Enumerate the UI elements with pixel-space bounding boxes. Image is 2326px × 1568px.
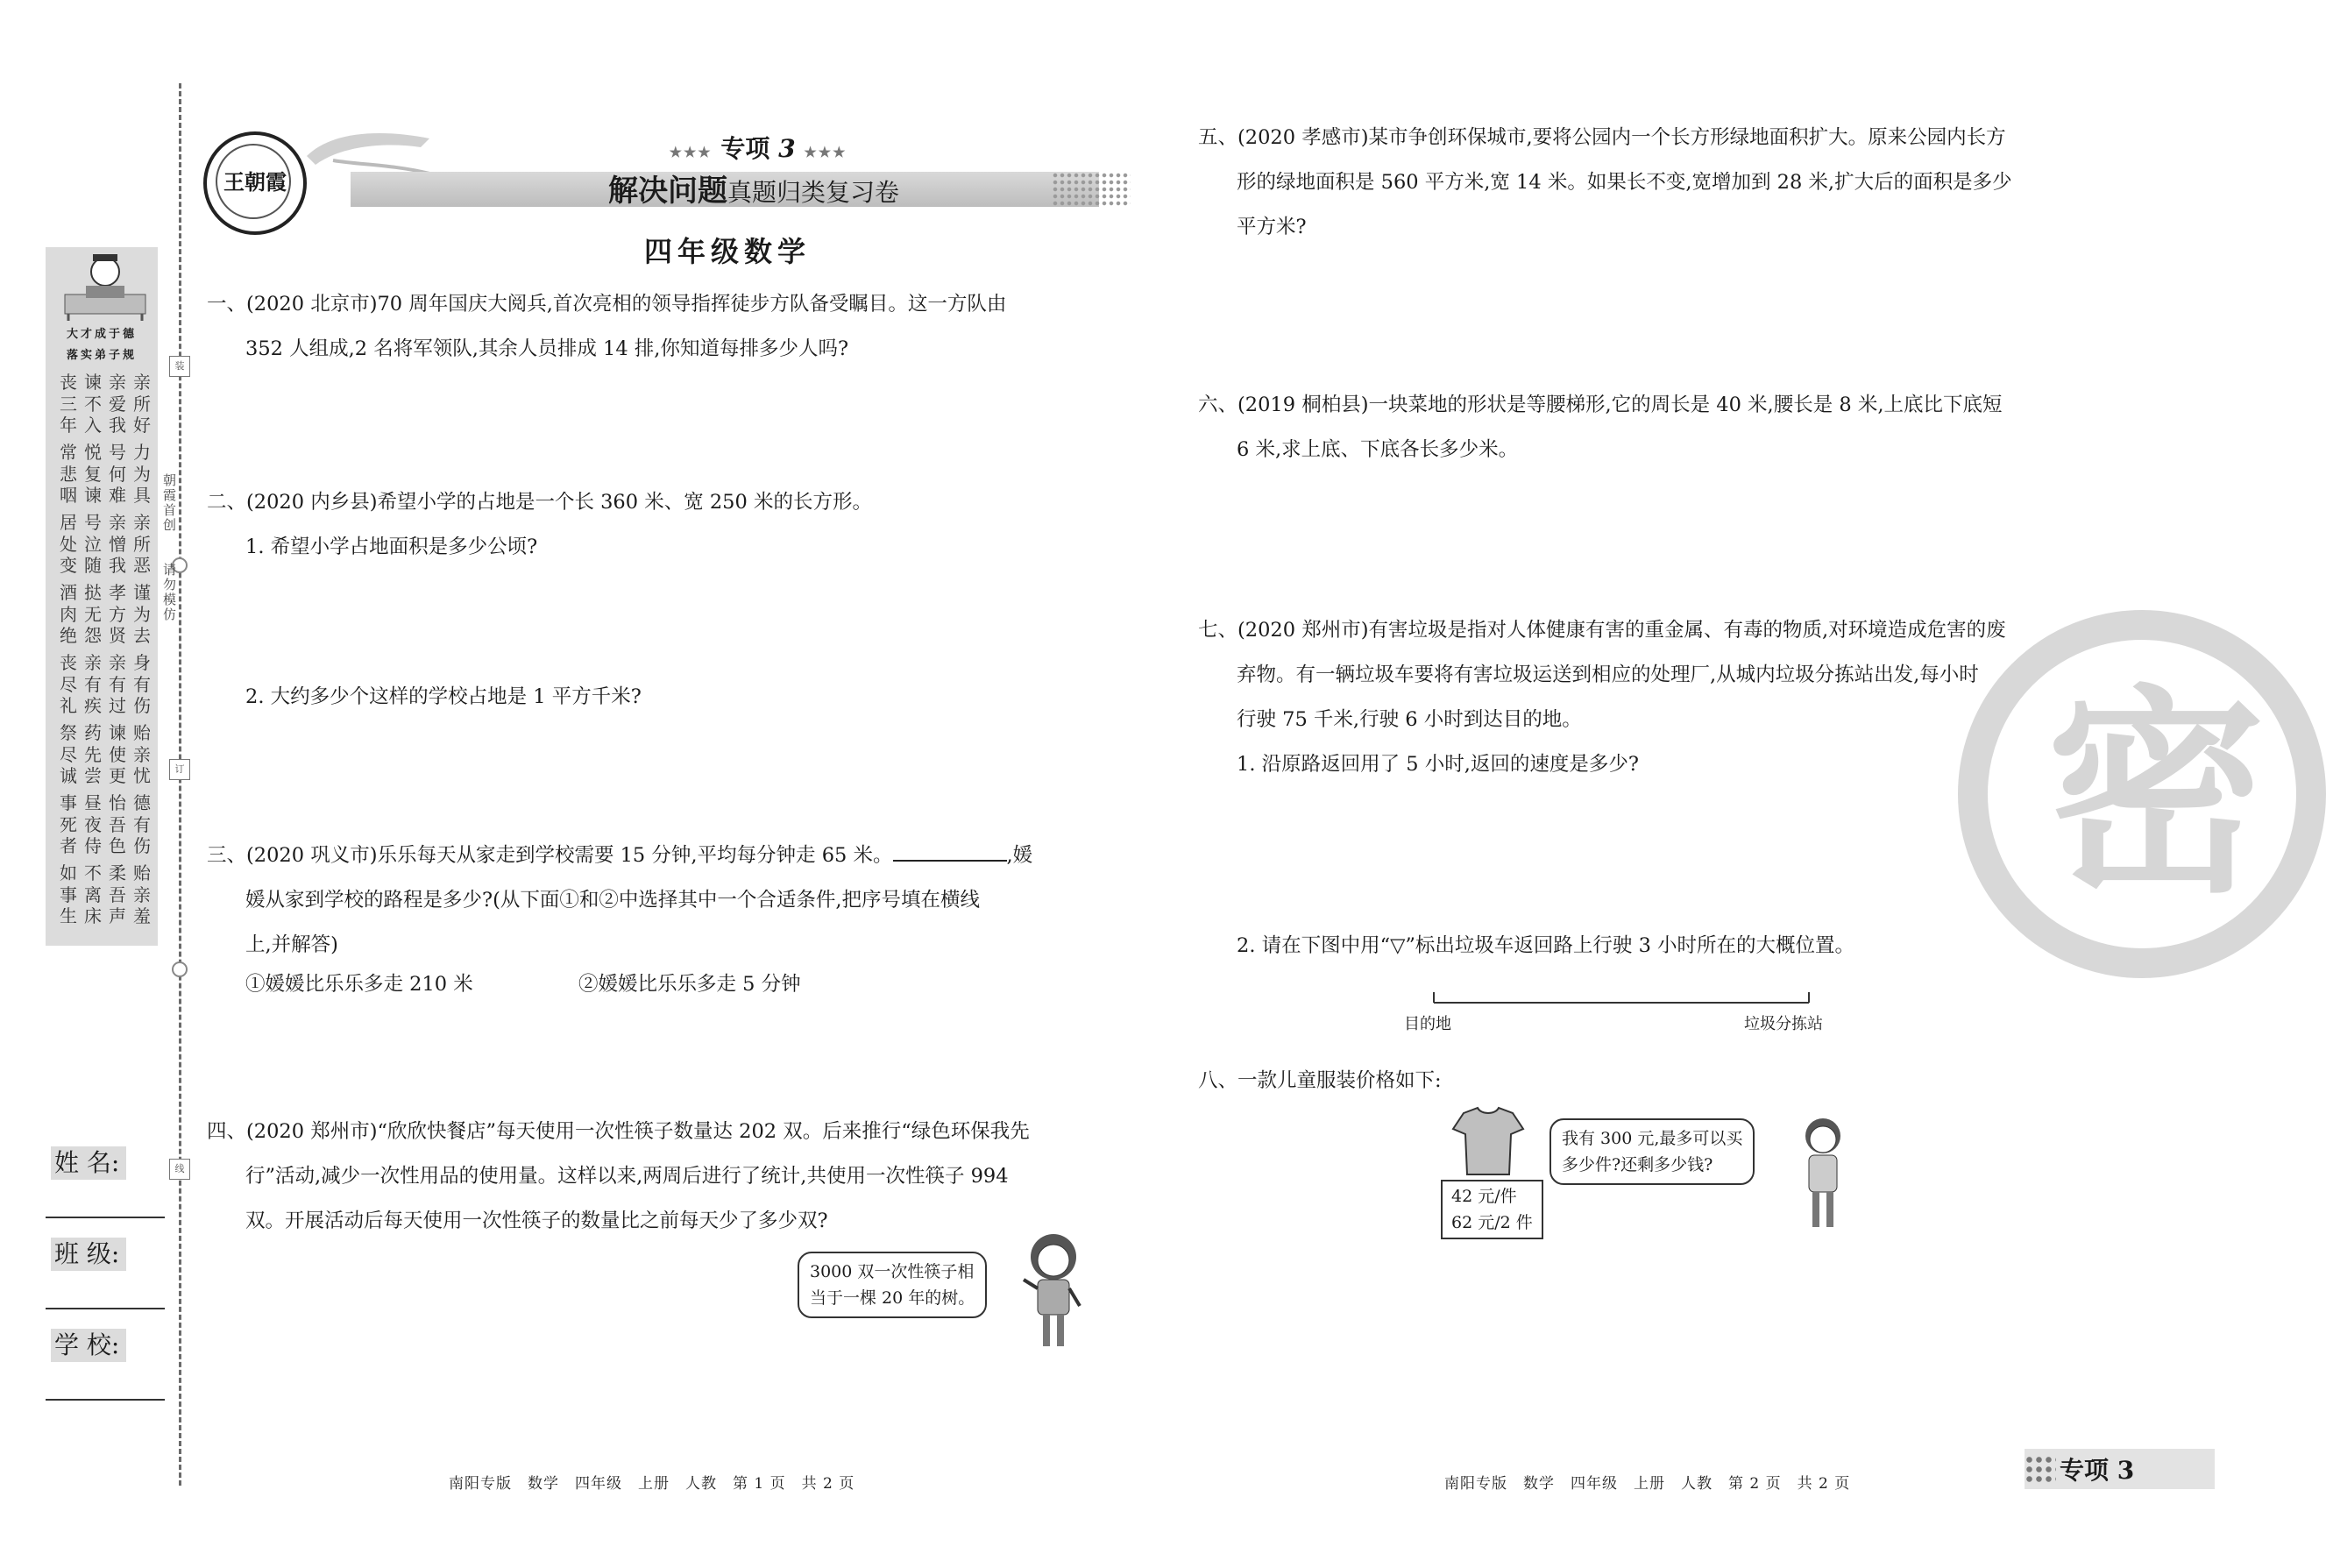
star-icon: ★★★ <box>669 144 713 160</box>
speech-bubble <box>798 1252 987 1318</box>
poem-column: 丧 三 年 <box>60 372 77 436</box>
poem-column: 号 泣 随 <box>84 512 102 576</box>
poem-column: 亲 所 好 <box>133 372 151 436</box>
question-2-sub2: 2. 大约多少个这样的学校占地是 1 平方千米? <box>245 685 642 708</box>
question-line: 弃物。有一辆垃圾车要将有害垃圾运送到相应的处理厂,从城内垃圾分拣站出发,每小时 <box>1237 663 1979 686</box>
title-main: 解决问题 <box>607 174 727 209</box>
poem-column: 亲 爱 我 <box>109 372 126 436</box>
question-line: 平方米? <box>1237 216 1307 238</box>
brand-logo <box>203 131 307 235</box>
question-4 <box>207 1110 1030 1244</box>
title-sub: 真题归类复习卷 <box>727 178 899 207</box>
name-field[interactable] <box>46 1217 165 1218</box>
question-sub: 1. 沿原路返回用了 5 小时,返回的速度是多少? <box>1237 753 1639 776</box>
girl-illustration <box>1018 1227 1089 1359</box>
question-6 <box>1198 383 2002 472</box>
route-diagram[interactable] <box>1429 989 1814 1010</box>
question-2 <box>207 480 872 570</box>
question-line: 行”活动,减少一次性用品的使用量。这样以来,两周后进行了统计,共使用一次性筷子 994 <box>245 1165 1009 1188</box>
poem-column: 贻 亲 忧 <box>133 722 151 786</box>
poem-column: 贻 亲 羞 <box>133 862 151 926</box>
tshirt-icon <box>1451 1106 1525 1176</box>
poem-column: 常 悲 咽 <box>60 442 77 506</box>
cut-line <box>179 83 181 1486</box>
poem-column: 祭 尽 诚 <box>60 722 77 786</box>
poem-column: 亲 有 疾 <box>84 652 102 716</box>
question-5 <box>1198 116 2012 250</box>
girl-illustration <box>1793 1113 1854 1236</box>
question-3 <box>207 834 1032 1007</box>
question-line: 四、(2020 郑州市)“欣欣快餐店”每天使用一次性筷子数量达 202 双。后来推行“绿色环保我先 <box>207 1120 1030 1143</box>
question-line: 352 人组成,2 名将军领队,其余人员排成 14 排,你知道每排多少人吗? <box>245 337 849 360</box>
poem-column: 事 死 者 <box>60 792 77 856</box>
poem-column: 悦 复 谏 <box>84 442 102 506</box>
poem-column: 酒 肉 绝 <box>60 582 77 646</box>
poem-column: 力 为 具 <box>133 442 151 506</box>
question-text: ,媛 <box>1006 844 1033 867</box>
price-line: 62 元/2 件 <box>1451 1213 1533 1232</box>
name-label: 姓 名: <box>51 1146 126 1180</box>
poem-column: 如 事 生 <box>60 862 77 926</box>
poem-column: 身 有 伤 <box>133 652 151 716</box>
question-line: 五、(2020 孝感市)某市争创环保城市,要将公园内一个长方形绿地面积扩大。原来公园内长方 <box>1198 126 2006 149</box>
question-line: 一、(2020 北京市)70 周年国庆大阅兵,首次亮相的领导指挥徒步方队备受瞩目。这一方队由 <box>207 293 1007 316</box>
poem-column: 丧 尽 礼 <box>60 652 77 716</box>
poem-column: 亲 有 过 <box>109 652 126 716</box>
question-text: 三、(2020 巩义市)乐乐每天从家走到学校需要 15 分钟,平均每分钟走 65 米。 <box>207 844 893 867</box>
price-line: 42 元/件 <box>1451 1187 1517 1206</box>
poem-column: 谨 为 去 <box>133 582 151 646</box>
question-8: 八、一款儿童服装价格如下: <box>1198 1069 1442 1092</box>
tab-dots <box>2025 1455 2056 1485</box>
question-line: 双。开展活动后每天使用一次性筷子的数量比之前每天少了多少双? <box>245 1210 828 1232</box>
question-7-sub2: 2. 请在下图中用“▽”标出垃圾车返回路上行驶 3 小时所在的大概位置。 <box>1237 934 1855 957</box>
margin-tag: 装 <box>169 356 190 377</box>
series-label <box>613 130 903 165</box>
question-options <box>207 962 1032 1007</box>
question-line <box>207 834 1032 878</box>
school-field[interactable] <box>46 1399 165 1401</box>
side-note: 朝 霞 首 创 请 勿 模 仿 <box>163 472 177 622</box>
poem-column: 居 处 变 <box>60 512 77 576</box>
page-footer: 南阳专版 数学 四年级 上册 人教 第 1 页 共 2 页 <box>449 1475 855 1493</box>
question-7 <box>1198 608 2006 787</box>
poem-column: 谏 使 更 <box>109 722 126 786</box>
sidebar-motto <box>53 324 151 366</box>
logo-text: 王朝霞 <box>223 169 287 195</box>
price-tag <box>1441 1180 1543 1239</box>
poem-column: 不 离 床 <box>84 862 102 926</box>
margin-tag: 订 <box>169 759 190 780</box>
poem-column: 号 何 难 <box>109 442 126 506</box>
poem-column: 孝 方 贤 <box>109 582 126 646</box>
page-footer: 南阳专版 数学 四年级 上册 人教 第 2 页 共 2 页 <box>1444 1475 1851 1493</box>
poem-column: 德 有 伤 <box>133 792 151 856</box>
grade-title: 四年级数学 <box>643 235 811 268</box>
class-field[interactable] <box>46 1308 165 1309</box>
question-line: 二、(2020 内乡县)希望小学的占地是一个长 360 米、宽 250 米的长方形。 <box>207 491 872 514</box>
question-line: 六、(2019 桐柏县)一块菜地的形状是等腰梯形,它的周长是 40 米,腰长是 8 米,上底比下底短 <box>1198 394 2003 416</box>
poem-column: 谏 不 入 <box>84 372 102 436</box>
question-1 <box>207 282 1006 372</box>
bubble-line: 当于一棵 20 年的树。 <box>810 1288 975 1308</box>
banner-dots <box>1052 172 1131 207</box>
poem-column: 亲 憎 我 <box>109 512 126 576</box>
question-line: 上,并解答) <box>245 933 338 956</box>
question-line: 行驶 75 千米,行驶 6 小时到达目的地。 <box>1237 708 1582 731</box>
motto-line: 落实弟子规 <box>66 349 137 362</box>
page-title <box>491 167 1017 209</box>
poem-column: 挞 无 怨 <box>84 582 102 646</box>
motto-line: 大才成于德 <box>66 328 137 341</box>
route-left-label: 目的地 <box>1404 1015 1451 1033</box>
question-line: 形的绿地面积是 560 平方米,宽 14 米。如果长不变,宽增加到 28 米,扩大后的面积是多少 <box>1237 171 2012 194</box>
scholar-illustration <box>60 252 151 323</box>
school-label: 学 校: <box>51 1329 126 1362</box>
question-line: 6 米,求上底、下底各长多少米。 <box>1237 438 1519 461</box>
question-sub: 1. 希望小学占地面积是多少公顷? <box>245 536 538 558</box>
binding-hole <box>172 961 188 977</box>
watermark-seal: 密 <box>2046 664 2266 922</box>
answer-blank[interactable] <box>893 844 1007 862</box>
bubble-line: 我有 300 元,最多可以买 <box>1562 1129 1743 1148</box>
poem-column: 昼 夜 侍 <box>84 792 102 856</box>
speech-bubble <box>1549 1118 1755 1185</box>
margin-tag: 线 <box>169 1159 190 1180</box>
section-tab-label: 专项 3 <box>2060 1456 2135 1485</box>
option-2: ②媛媛比乐乐多走 5 分钟 <box>578 973 801 996</box>
bubble-line: 3000 双一次性筷子相 <box>810 1262 975 1281</box>
poem-column: 亲 所 恶 <box>133 512 151 576</box>
star-icon: ★★★ <box>804 144 847 160</box>
question-line: 七、(2020 郑州市)有害垃圾是指对人体健康有害的重金属、有毒的物质,对环境造成危害的废 <box>1198 619 2006 642</box>
bubble-line: 多少件?还剩多少钱? <box>1562 1155 1713 1174</box>
poem-column: 柔 吾 声 <box>109 862 126 926</box>
route-right-label: 垃圾分拣站 <box>1744 1015 1823 1033</box>
class-label: 班 级: <box>51 1238 126 1271</box>
poem-column: 药 先 尝 <box>84 722 102 786</box>
poem-column: 怡 吾 色 <box>109 792 126 856</box>
series-number: 3 <box>778 134 796 163</box>
option-1: ①媛媛比乐乐多走 210 米 <box>245 973 473 996</box>
series-text: 专项 <box>720 134 770 163</box>
question-line: 媛从家到学校的路程是多少?(从下面①和②中选择其中一个合适条件,把序号填在横线 <box>245 889 980 912</box>
